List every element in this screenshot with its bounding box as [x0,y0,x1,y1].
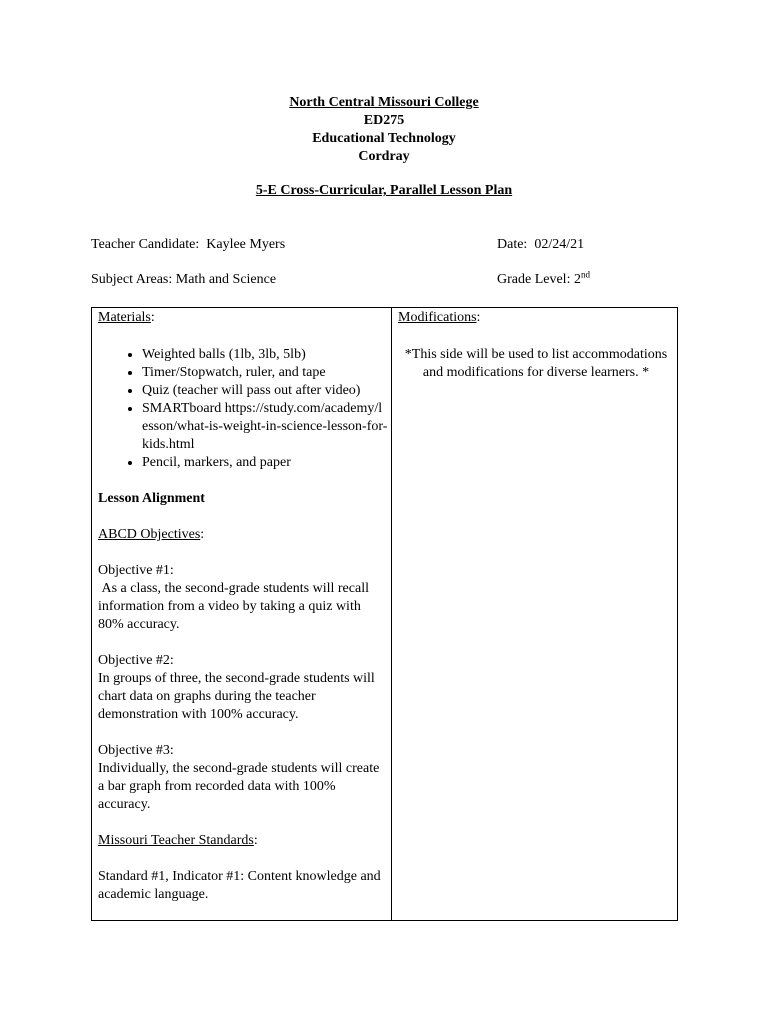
course-subject: Educational Technology [312,131,456,146]
list-item: • Quiz (teacher will pass out after video) [142,382,388,400]
modifications-text: *This side will be used to list accommodations and modifications for diverse learners. * [404,347,668,380]
grade-label: Grade Level: [497,272,571,287]
objective-3-label: Objective #3: [98,743,174,758]
objective-1-label: Objective #1: [98,563,174,578]
list-item: • Weighted balls (1lb, 3lb, 5lb) [142,346,388,364]
date-value: 02/24/21 [534,237,585,252]
plan-title: 5-E Cross-Curricular, Parallel Lesson Plan [255,183,513,198]
list-item: • Timer/Stopwatch, ruler, and tape [142,364,388,382]
subject-areas-row [91,272,276,288]
subject-value: Math and Science [175,272,277,287]
materials-column: Materials: • Weighted balls (1lb, 3lb, 5lb) • Timer/Stopwatch, ruler, and tape • Quiz (teacher will pass out after video) • SMARTboard https://study.com/academy/lesson/what-is-weight-in-science-lesson-for-kids.html • Pencil, markers, and paper Lesson Alignment ABCD Objectives: Objective #1: As a class, the second-grade students will recall information from a video by taking a quiz with 80% accuracy. Objective #2: In groups of three, the second-grade students will chart data on graphs during the teacher demonstration with 100% accuracy. Objective #3: Individually, the second-grade students will create a bar graph from recorded data with 100% accuracy. Missouri Teacher Standards: Standard #1, Indicator #1: Content knowledge and academic language. [98,308,388,904]
lesson-plan-table [91,307,678,921]
date-label: Date: [497,237,528,252]
standards-heading: Missouri Teacher Standards [98,833,254,848]
subject-label: Subject Areas: [91,272,173,287]
document-header [0,94,768,166]
teacher-label: Teacher Candidate: [91,237,200,252]
column-divider [391,308,392,920]
grade-value: 2 [573,272,581,287]
college-name: North Central Missouri College [289,95,479,110]
objective-2-label: Objective #2: [98,653,174,668]
date-row [497,237,584,253]
teacher-name: Kaylee Myers [206,237,286,252]
list-item: • Pencil, markers, and paper [142,454,388,472]
grade-level-row [497,269,590,288]
instructor-name: Cordray [358,149,410,164]
course-code: ED275 [363,113,405,128]
objective-1-text: As a class, the second-grade students will recall information from a video by taking a quiz with 80% accuracy. [98,581,373,632]
list-item: • SMARTboard https://study.com/academy/lesson/what-is-weight-in-science-lesson-for-kids.html [142,400,388,454]
modifications-heading: Modifications [398,310,477,325]
lesson-alignment-heading: Lesson Alignment [98,491,205,506]
modifications-column: Modifications: *This side will be used to list accommodations and modifications for diverse learners. * [398,308,674,382]
objective-2-text: In groups of three, the second-grade students will chart data on graphs during the teacher demonstration with 100% accuracy. [98,671,375,722]
materials-heading: Materials [98,310,151,325]
abcd-objectives-heading: ABCD Objectives [98,527,201,542]
objective-3-text: Individually, the second-grade students will create a bar graph from recorded data with 100% accuracy. [98,761,380,812]
teacher-candidate-row [91,237,285,253]
grade-suffix: nd [580,269,590,280]
standard-1-text: Standard #1, Indicator #1: Content knowledge and academic language. [98,869,381,902]
materials-list [98,346,388,472]
